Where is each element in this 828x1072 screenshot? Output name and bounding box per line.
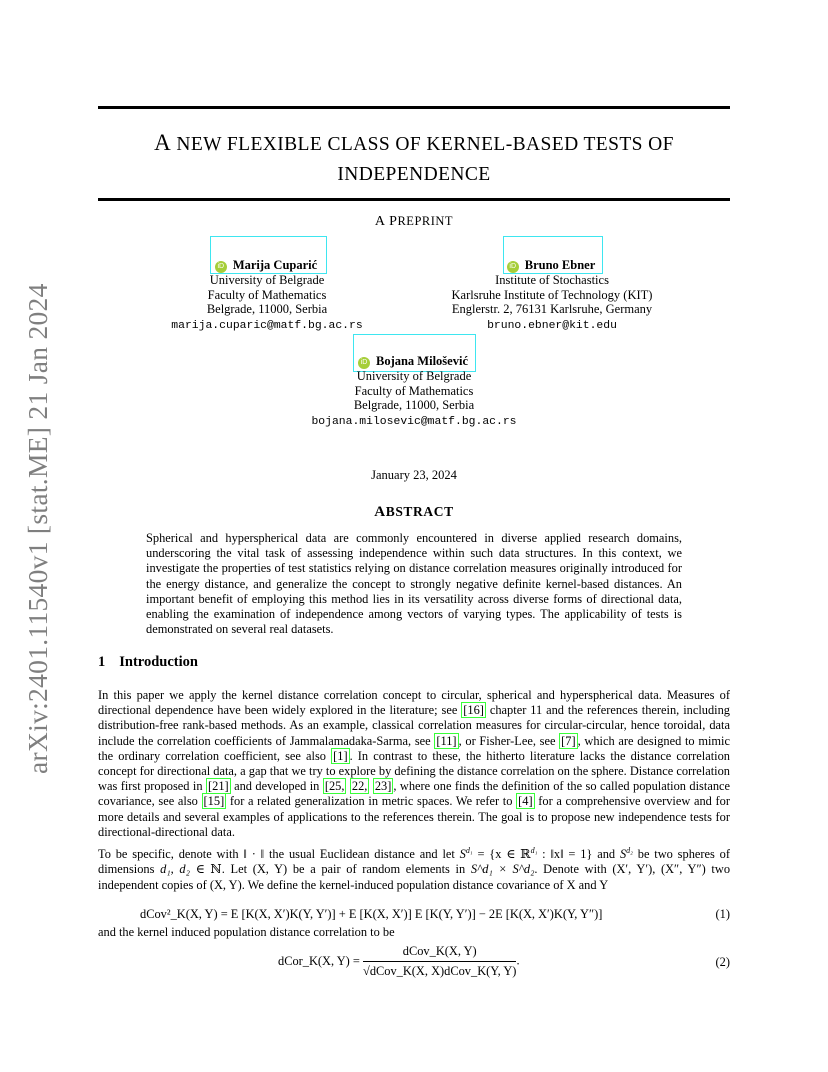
title-rule-bottom <box>98 198 730 201</box>
author-address: Belgrade, 11000, Serbia <box>353 398 475 413</box>
author-address: Englerstr. 2, 76131 Karlsruhe, Germany <box>451 302 653 317</box>
paper-title: A NEW FLEXIBLE CLASS OF KERNEL-BASED TESTS OF INDEPENDENCE <box>154 130 674 185</box>
author-affiliation: University of Belgrade <box>356 369 472 383</box>
author-affiliation: Institute of Stochastics <box>495 273 609 287</box>
author-ebner <box>432 258 672 333</box>
citation-link[interactable]: [16] <box>463 703 484 718</box>
author-milosevic <box>300 354 528 429</box>
citation-link[interactable]: [21] <box>208 779 229 794</box>
author-affiliation: Karlsruhe Institute of Technology (KIT) <box>451 287 653 302</box>
preprint-label: A PREPRINT <box>374 214 454 229</box>
citation-link[interactable]: [7] <box>561 733 576 748</box>
citation-link[interactable]: [4] <box>518 794 533 809</box>
citation-link[interactable]: 22, <box>351 779 368 794</box>
author-email[interactable]: bojana.milosevic@matf.bg.ac.rs <box>311 415 517 428</box>
author-affiliation: University of Belgrade <box>209 273 325 287</box>
intro-paragraph-2: To be specific, denote with ‖ · ‖ the usual Euclidean distance and let $S^{d_1} = \{x$ ∈ ℝ$^{d_1}$ : ‖x‖ = 1} and $S^{d_2}$ be two spheres of dimensions d₁, d₂ ∈ ℕ. Let (X, Y) be a pair of random elements in S^d₁ × S^d₂. Denote with (X′, Y′), (X″, Y″) two independent copies of (X, Y). We define the kernel-induced population distance covariance of X and Y <box>98 846 731 892</box>
equation-1: dCov²_K(X, Y) = E [K(X, X′)K(Y, Y′)] + E [K(X, X′)] E [K(Y, Y′)] − 2E [K(X, X′)K(Y, Y″)] <box>140 907 603 921</box>
equation-number: (1) <box>715 907 730 921</box>
section-heading-introduction: 1 Introduction <box>98 654 198 670</box>
equation-fraction: $\frac{\text{dCov\_K(X, Y)}}{\text{√dCov\_K(X, X)dCov\_K(Y, Y)}}$ <box>363 944 517 978</box>
author-affiliation: Faculty of Mathematics <box>354 383 474 398</box>
citation-link[interactable]: [1] <box>333 748 348 763</box>
paper-date: January 23, 2024 <box>371 468 457 482</box>
author-email[interactable]: bruno.ebner@kit.edu <box>487 319 617 332</box>
arxiv-sidebar-stamp: arXiv:2401.11540v1 [stat.ME] 21 Jan 2024 <box>22 283 53 774</box>
citation-link[interactable]: [15] <box>203 794 225 809</box>
citation-link[interactable]: 23] <box>374 779 392 794</box>
orcid-icon[interactable]: iD <box>215 261 227 273</box>
author-address: Belgrade, 11000, Serbia <box>206 302 328 317</box>
author-name[interactable]: Bruno Ebner <box>524 258 596 272</box>
author-cuparic <box>166 258 368 333</box>
orcid-icon[interactable]: iD <box>507 261 519 273</box>
intro-paragraph-1: In this paper we apply the kernel distance correlation concept to circular, spherical and hyperspherical data. Measures of directional dependence have been widely explored in the literature; see [16] chapter 11 and the references therein, including distribution-free rank-based methods. As an example, classical correlation measures for circular-circular, hence toroidal, data include the correlation coefficients of Jammalamadaka-Sarma, see [11] , or Fisher-Lee, see [7] , which are designed to mimic the ordinary correlation coefficient, see also [1] . In contrast to these, the hitherto literature lacks the distance correlation concept for directional data, a gap that we try to explore by defining the distance correlation on the sphere. Distance correlation was first proposed in [21] and developed in [25, 22, 23] , where one finds the definition of the so called population distance covariance, see also [15] for a related generalization in metric spaces. We refer to [4] for a comprehensive overview and for more details and several examples of applications to the references therein. The goal is to propose new independence tests for directional-directional data. <box>98 688 731 839</box>
citation-link[interactable]: [25, <box>324 779 345 794</box>
intro-paragraph-3: and the kernel induced population distance correlation to be <box>98 925 395 939</box>
citation-link[interactable]: [11] <box>436 733 457 748</box>
abstract-text: Spherical and hyperspherical data are commonly encountered in diverse applied research domains, underscoring the vital task of assessing independence within such data structures. In this context, we investigate the properties of test statistics relying on distance correlation measures originally introduced for the energy distance, and generalize the concept to strongly negative definite kernel-based distances. An important benefit of employing this method lies in its versatility across diverse forms of directional data, enabling the examination of independence among vectors of varying types. The applicability of tests is demonstrated on several real datasets. <box>146 531 682 637</box>
author-affiliation: Faculty of Mathematics <box>207 287 327 302</box>
author-name[interactable]: Bojana Milošević <box>375 354 468 368</box>
author-email[interactable]: marija.cuparic@matf.bg.ac.rs <box>171 319 363 332</box>
equation-2: dCor_K(X, Y) = $\frac{\text{dCov\_K(X, Y)}}{\text{√dCov\_K(X, X)dCov\_K(Y, Y)}}$ . <box>278 944 520 978</box>
equation-number: (2) <box>715 955 730 969</box>
abstract-heading: ABSTRACT <box>374 504 454 520</box>
orcid-icon[interactable]: iD <box>358 357 370 369</box>
author-name[interactable]: Marija Cuparić <box>232 258 318 272</box>
title-rule-top <box>98 106 730 109</box>
